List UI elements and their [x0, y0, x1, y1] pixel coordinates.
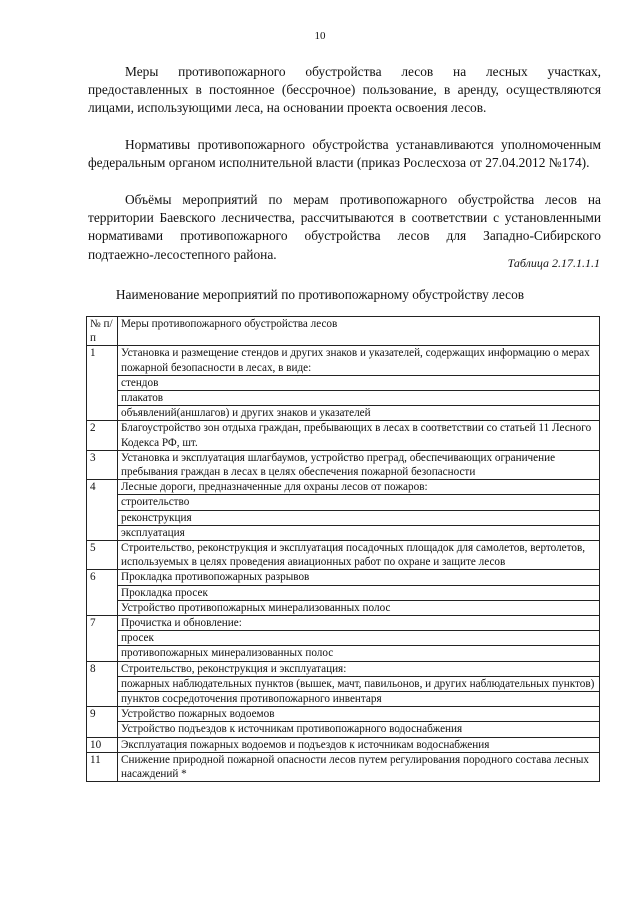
table-row	[87, 616, 600, 631]
row-number-cell: 6	[87, 570, 118, 616]
table-row	[87, 646, 600, 661]
measure-cell: Снижение природной пожарной опасности лесов путем регулирования породного состава лесных насаждений *	[118, 752, 600, 781]
measure-cell: пунктов сосредоточения противопожарного инвентаря	[118, 692, 600, 707]
measure-cell: просек	[118, 631, 600, 646]
table-row	[87, 375, 600, 390]
table-row	[87, 495, 600, 510]
measure-cell: Устройство подъездов к источникам противопожарного водоснабжения	[118, 722, 600, 737]
measure-cell: стендов	[118, 375, 600, 390]
paragraph-2: Нормативы противопожарного обустройства устанавливаются уполномоченным федеральным органом исполнительной власти (приказ Рослесхоза от 27.04.2012 №174).	[88, 137, 601, 171]
row-number-cell: 3	[87, 450, 118, 479]
measure-cell: Устройство пожарных водоемов	[118, 707, 600, 722]
page-number: 10	[314, 30, 326, 42]
measure-cell: противопожарных минерализованных полос	[118, 646, 600, 661]
table-row	[87, 676, 600, 691]
measure-cell: Благоустройство зон отдыха граждан, пребывающих в лесах в соответствии со статьей 11 Лесного Кодекса РФ, шт.	[118, 421, 600, 450]
row-number-cell: 7	[87, 616, 118, 662]
table-row	[87, 585, 600, 600]
table-row	[87, 661, 600, 676]
table-row	[87, 600, 600, 615]
table-row	[87, 480, 600, 495]
row-number-cell: 2	[87, 421, 118, 450]
measure-cell: объявлений(аншлагов) и других знаков и указателей	[118, 406, 600, 421]
measure-cell: Прочистка и обновление:	[118, 616, 600, 631]
header-measure-cell: Меры противопожарного обустройства лесов	[118, 317, 600, 346]
paragraph-1: Меры противопожарного обустройства лесов на лесных участках, предоставленных в постоянное (бессрочное) пользование, в аренду, осуществляются лицами, использующими леса, на основании проекта освоения лесов.	[88, 64, 601, 116]
table-row	[87, 510, 600, 525]
table-header-row	[87, 317, 600, 346]
measure-cell: реконструкция	[118, 510, 600, 525]
measure-cell: плакатов	[118, 391, 600, 406]
measure-cell: Прокладка просек	[118, 585, 600, 600]
header-num-cell: № п/п	[87, 317, 118, 346]
table-row	[87, 450, 600, 479]
table-row	[87, 631, 600, 646]
row-number-cell: 11	[87, 752, 118, 781]
measure-cell: Строительство, реконструкция и эксплуатация:	[118, 661, 600, 676]
row-number-cell: 10	[87, 737, 118, 752]
table-row	[87, 707, 600, 722]
table-row	[87, 421, 600, 450]
measure-cell: пожарных наблюдательных пунктов (вышек, мачт, павильонов, и других наблюдательных пунктов)	[118, 676, 600, 691]
row-number-cell: 5	[87, 541, 118, 570]
measure-cell: Прокладка противопожарных разрывов	[118, 570, 600, 585]
row-number-cell: 9	[87, 707, 118, 737]
measure-cell: Установка и эксплуатация шлагбаумов, устройство преград, обеспечивающих ограничение пребывания граждан в лесах в целях обеспечения пожарной безопасности	[118, 450, 600, 479]
measure-cell: Строительство, реконструкция и эксплуатация посадочных площадок для самолетов, вертолетов, используемых в целях проведения авиационных работ по охране и защите лесов	[118, 541, 600, 570]
measure-cell: строительство	[118, 495, 600, 510]
table-row	[87, 406, 600, 421]
table-row	[87, 752, 600, 781]
table-row	[87, 737, 600, 752]
measure-cell: Эксплуатация пожарных водоемов и подъездов к источникам водоснабжения	[118, 737, 600, 752]
table-row	[87, 692, 600, 707]
table-title: Наименование мероприятий по противопожарному обустройству лесов	[115, 287, 525, 302]
table-row	[87, 346, 600, 375]
table-row	[87, 541, 600, 570]
table-row	[87, 722, 600, 737]
measure-cell: Лесные дороги, предназначенные для охраны лесов от пожаров:	[118, 480, 600, 495]
measure-cell: Устройство противопожарных минерализованных полос	[118, 600, 600, 615]
row-number-cell: 1	[87, 346, 118, 421]
table-row	[87, 391, 600, 406]
paragraph-3: Объёмы мероприятий по мерам противопожарного обустройства лесов на территории Баевского лесничества, рассчитываются в соответствии с установленными нормативами противопожарного обустройства лесов для Западно-Сибирского подтаежно-лесостепного района.	[88, 192, 601, 262]
table-row	[87, 525, 600, 540]
row-number-cell: 8	[87, 661, 118, 707]
measure-cell: эксплуатация	[118, 525, 600, 540]
measure-cell: Установка и размещение стендов и других знаков и указателей, содержащих информацию о мерах пожарной безопасности в лесах, в виде:	[118, 346, 600, 375]
table-caption: Таблица 2.17.1.1.1	[507, 256, 600, 270]
row-number-cell: 4	[87, 480, 118, 541]
table-row	[87, 570, 600, 585]
measures-table	[86, 316, 600, 782]
